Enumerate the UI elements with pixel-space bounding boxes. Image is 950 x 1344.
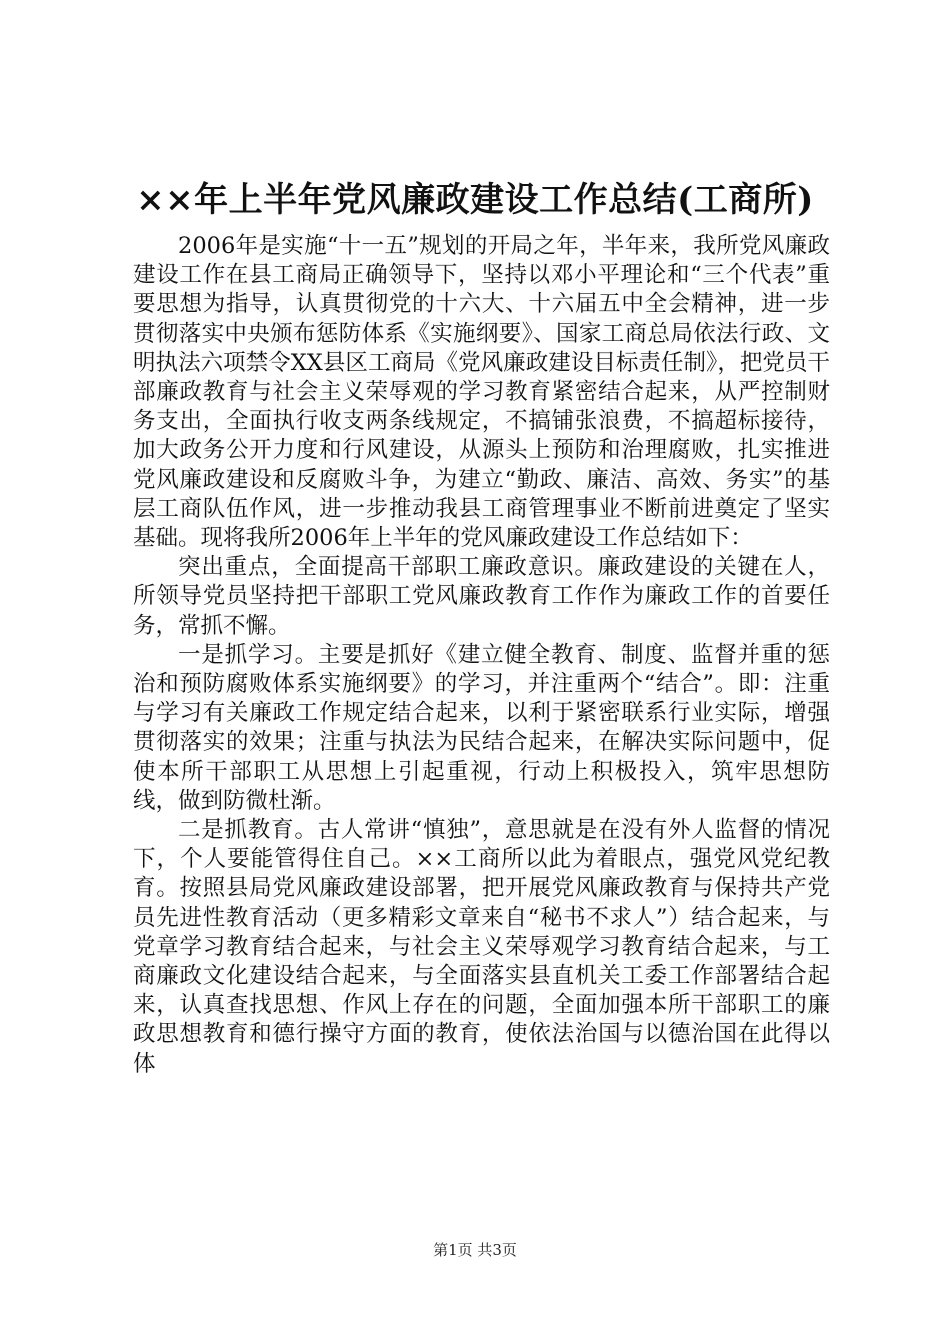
document-title: ××年上半年党风廉政建设工作总结(工商所) xyxy=(136,180,814,220)
paragraph-key-points: 突出重点，全面提高干部职工廉政意识。廉政建设的关键在人，所领导党员坚持把干部职工党风廉政教育工作作为廉政工作的首要任务，常抓不懈。 xyxy=(133,554,830,639)
document-body xyxy=(133,232,830,1079)
paragraph-education: 二是抓教育。古人常讲“慎独”，意思就是在没有外人监督的情况下，个人要能管得住自己。××工商所以此为着眼点，强党风党纪教育。按照县局党风廉政建设部署，把开展党风廉政教育与保持共产党员先进性教育活动（更多精彩文章来自“秘书不求人”）结合起来，与党章学习教育结合起来，与社会主义荣辱观学习教育结合起来，与工商廉政文化建设结合起来，与全面落实县直机关工委工作部署结合起来，认真查找思想、作风上存在的问题，全面加强本所干部职工的廉政思想教育和德行操守方面的教育，使依法治国与以德治国在此得以体 xyxy=(133,817,830,1077)
paragraph-study: 一是抓学习。主要是抓好《建立健全教育、制度、监督并重的惩治和预防腐败体系实施纲要》的学习，并注重两个“结合”。即：注重与学习有关廉政工作规定结合起来，以利于紧密联系行业实际，增强贯彻落实的效果；注重与执法为民结合起来，在解决实际问题中，促使本所干部职工从思想上引起重视，行动上积极投入，筑牢思想防线，做到防微杜渐。 xyxy=(133,641,830,814)
paragraph-intro: 2006年是实施“十一五”规划的开局之年，半年来，我所党风廉政建设工作在县工商局正确领导下，坚持以邓小平理论和“三个代表”重要思想为指导，认真贯彻党的十六大、十六届五中全会精神，进一步贯彻落实中央颁布惩防体系《实施纲要》、国家工商总局依法行政、文明执法六项禁令XX县区工商局《党风廉政建设目标责任制》，把党员干部廉政教育与社会主义荣辱观的学习教育紧密结合起来，从严控制财务支出，全面执行收支两条线规定，不搞铺张浪费，不搞超标接待，加大政务公开力度和行风建设，从源头上预防和治理腐败，扎实推进党风廉政建设和反腐败斗争，为建立“勤政、廉洁、高效、务实”的基层工商队伍作风，进一步推动我县工商管理事业不断前进奠定了坚实基础。现将我所2006年上半年的党风廉政建设工作总结如下： xyxy=(133,233,830,552)
page-number-footer: 第1页 共3页 xyxy=(433,1241,517,1259)
